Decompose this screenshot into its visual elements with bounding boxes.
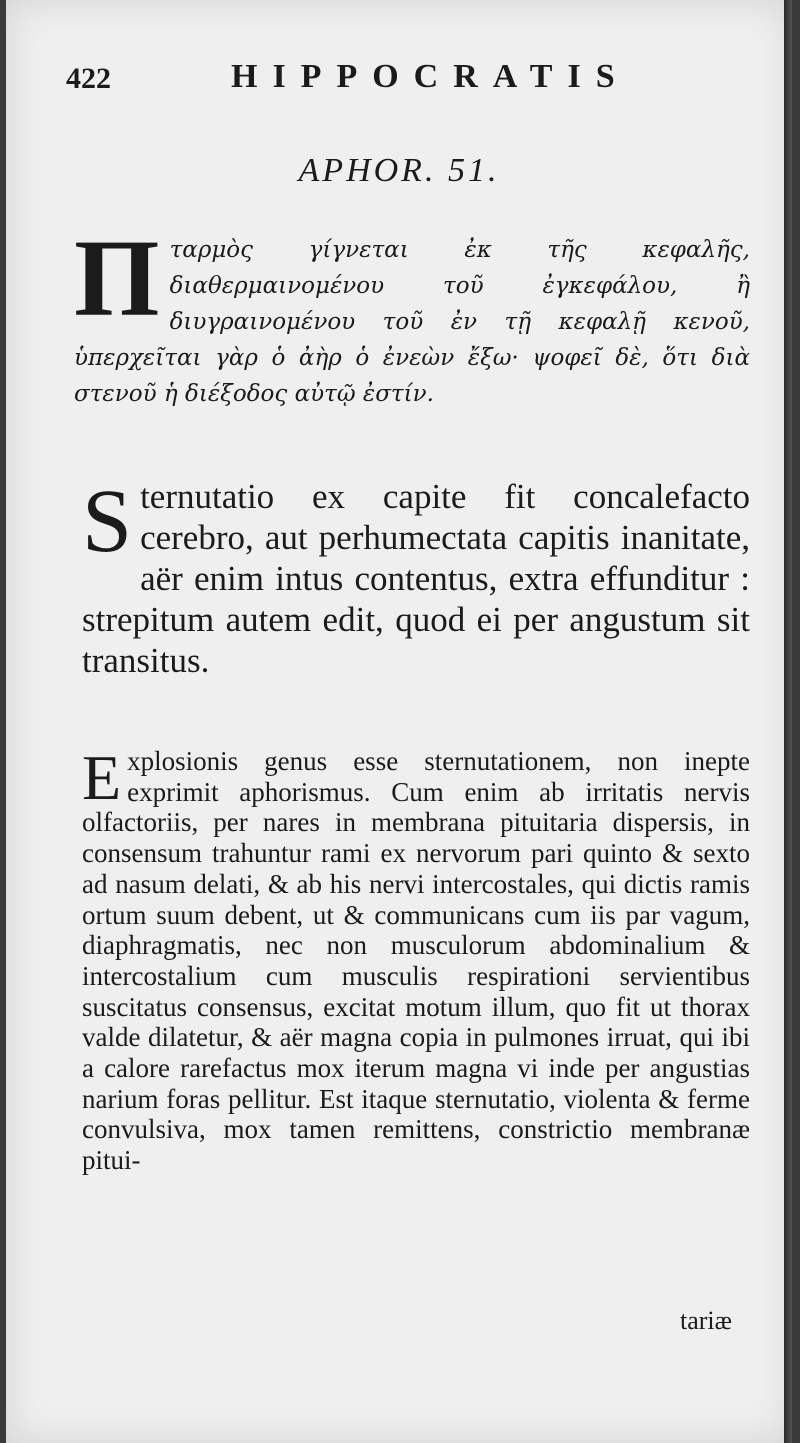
aphorism-heading: APHOR. 51. <box>298 152 500 189</box>
running-title: HIPPOCRATIS <box>231 58 630 95</box>
commentary-drop-cap: E <box>82 742 122 813</box>
greek-aphorism <box>74 217 750 412</box>
commentary-text: xplosionis genus esse sternutationem, non inepte exprimit aphorismus. Cum enim ab irritatis nervis olfactoriis, per nares in membrana pituitaria dispersis, in consensum trahuntur rami ex nervorum pari quinto & sexto ad nasum delati, & ab his nervi intercostales, qui dictis ramis ortum suum debent, ut & communicans cum iis par vagum, diaphragmatis, nec non musculorum abdominalium & intercostalium cum musculis respirationi servientibus suscitatus consensus, excitat motum illum, quo fit ut thorax valde dilatetur, & aër magna copia in pulmones irruat, qui ibi a calore rarefactus mox iterum magna vi inde per angustias narium foras pellitur. Est itaque sternutatio, violenta & ferme convulsiva, mox tamen remittens, constrictio membranæ pitui- <box>82 746 750 1176</box>
page-edge-shadow <box>784 0 792 1443</box>
greek-text: ταρμὸς γίγνεται ἐκ τῆς κεφαλῆς, διαθερμαινομένου τοῦ ἐγκεφάλου, ἢ διυγραινομένου τοῦ ἐν τῇ κεφαλῇ κενοῦ, ὑπερχεῖται γὰρ ὁ ἀὴρ ὁ ἐνεὼν ἔξω· ψοφεῖ δὲ, ὅτι διὰ στενοῦ ἡ διέξοδος αὐτῷ ἐστίν. <box>74 237 750 407</box>
page-number: 422 <box>66 62 111 95</box>
latin-text: ternutatio ex capite fit concalefacto cerebro, aut perhumectata capitis inanitate, aër enim intus contentus, extra effunditur : strepitum autem edit, quod ei per angustum sit transitus. <box>82 477 750 680</box>
latin-drop-cap: S <box>82 472 133 571</box>
book-page <box>6 0 792 1443</box>
running-header <box>66 58 706 98</box>
latin-translation <box>82 472 750 681</box>
commentary-paragraph <box>82 742 750 1176</box>
catchword: tariæ <box>680 1306 732 1335</box>
greek-drop-cap: Π <box>74 217 160 339</box>
